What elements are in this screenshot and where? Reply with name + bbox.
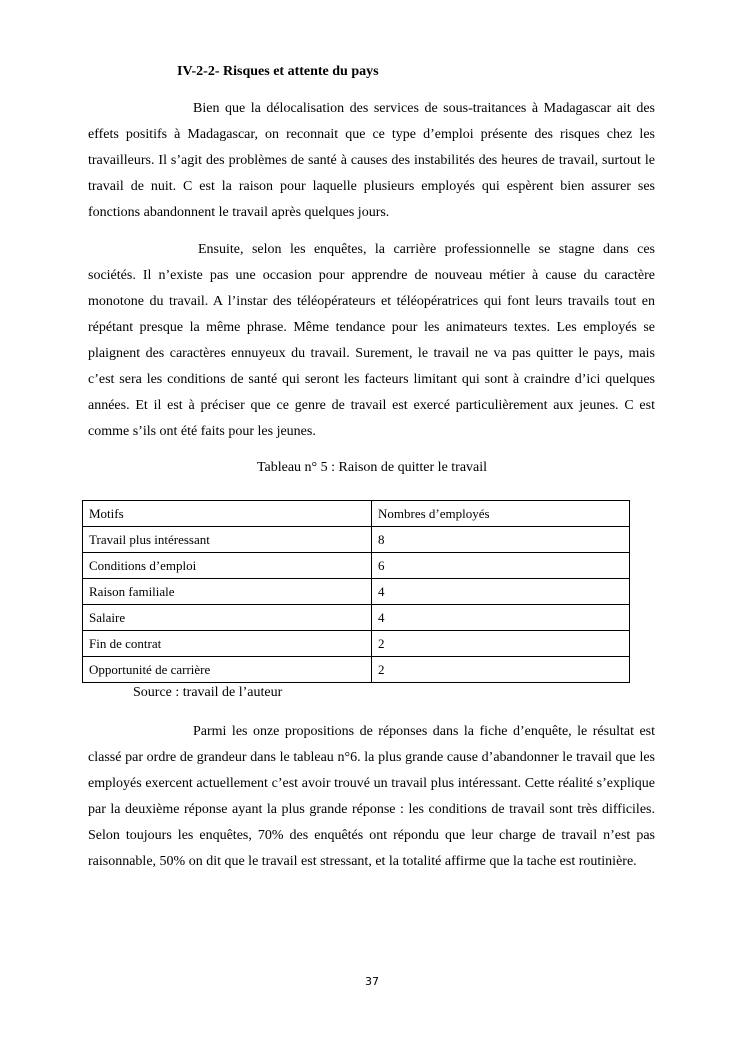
table-cell-count: 2	[372, 657, 630, 683]
paragraph-results: Parmi les onze propositions de réponses dans la fiche d’enquête, le résultat est classé par ordre de grandeur dans le tableau n°6. la plus grande cause d’abandonner le travail que les employés exercent actuellement c’est avoir trouvé un travail plus intéressant. Cette réalité s’explique par la deuxième réponse ayant la plus grande réponse : les conditions de travail sont très difficiles. Selon toujours les enquêtes, 70% des enquêtés ont répondu que leur charge de travail n’est pas raisonnable, 50% on dit que le travail est stressant, et la totalité affirme que la tache est routinière.	[88, 724, 655, 869]
table-header-row	[83, 501, 630, 527]
table-cell-count: 2	[372, 631, 630, 657]
section-heading: IV-2-2- Risques et attente du pays	[177, 64, 379, 79]
table-cell-motif: Raison familiale	[83, 579, 372, 605]
table-row	[83, 579, 630, 605]
table-cell-count: 4	[372, 605, 630, 631]
table-cell-motif: Conditions d’emploi	[83, 553, 372, 579]
table-cell-motif: Travail plus intéressant	[83, 527, 372, 553]
table-row	[83, 657, 630, 683]
table-cell-motif: Salaire	[83, 605, 372, 631]
table-cell-count: 8	[372, 527, 630, 553]
reasons-table	[82, 500, 630, 683]
paragraph-career: Ensuite, selon les enquêtes, la carrière professionnelle se stagne dans ces sociétés. Il n’existe pas une occasion pour apprendre de nouveau métier à cause du caractère monotone du travail. A l’instar des téléopérateurs et téléopératrices qui font leurs travails tout en répétant presque la même phrase. Même tendance pour les animateurs textes. Les employés se plaignent des caractères ennuyeux du travail. Surement, le travail ne va pas quitter le pays, mais c’est sera les conditions de santé qui seront les facteurs limitant qui sont à craindre d’ici quelques années. Et il est à préciser que ce genre de travail est exercé particulièrement aux jeunes. C est comme s’ils ont été faits pour les jeunes.	[88, 242, 655, 439]
table-caption: Tableau n° 5 : Raison de quitter le travail	[256, 460, 488, 475]
table-row	[83, 553, 630, 579]
table-row	[83, 631, 630, 657]
page-number: 37	[365, 975, 379, 988]
table-source: Source : travail de l’auteur	[133, 685, 283, 700]
table-header-cell: Nombres d’employés	[372, 501, 630, 527]
table-row	[83, 527, 630, 553]
table-header-cell: Motifs	[83, 501, 372, 527]
table-cell-motif: Opportunité de carrière	[83, 657, 372, 683]
table-cell-count: 4	[372, 579, 630, 605]
table-row	[83, 605, 630, 631]
table-cell-count: 6	[372, 553, 630, 579]
table-cell-motif: Fin de contrat	[83, 631, 372, 657]
paragraph-risks: Bien que la délocalisation des services de sous-traitances à Madagascar ait des effets positifs à Madagascar, on reconnait que ce type d’emploi présente des risques chez les travailleurs. Il s’agit des problèmes de santé à causes des instabilités des heures de travail, surtout le travail de nuit. C est la raison pour laquelle plusieurs employés qui espèrent bien assurer ses fonctions abandonnent le travail après quelques jours.	[88, 101, 655, 220]
